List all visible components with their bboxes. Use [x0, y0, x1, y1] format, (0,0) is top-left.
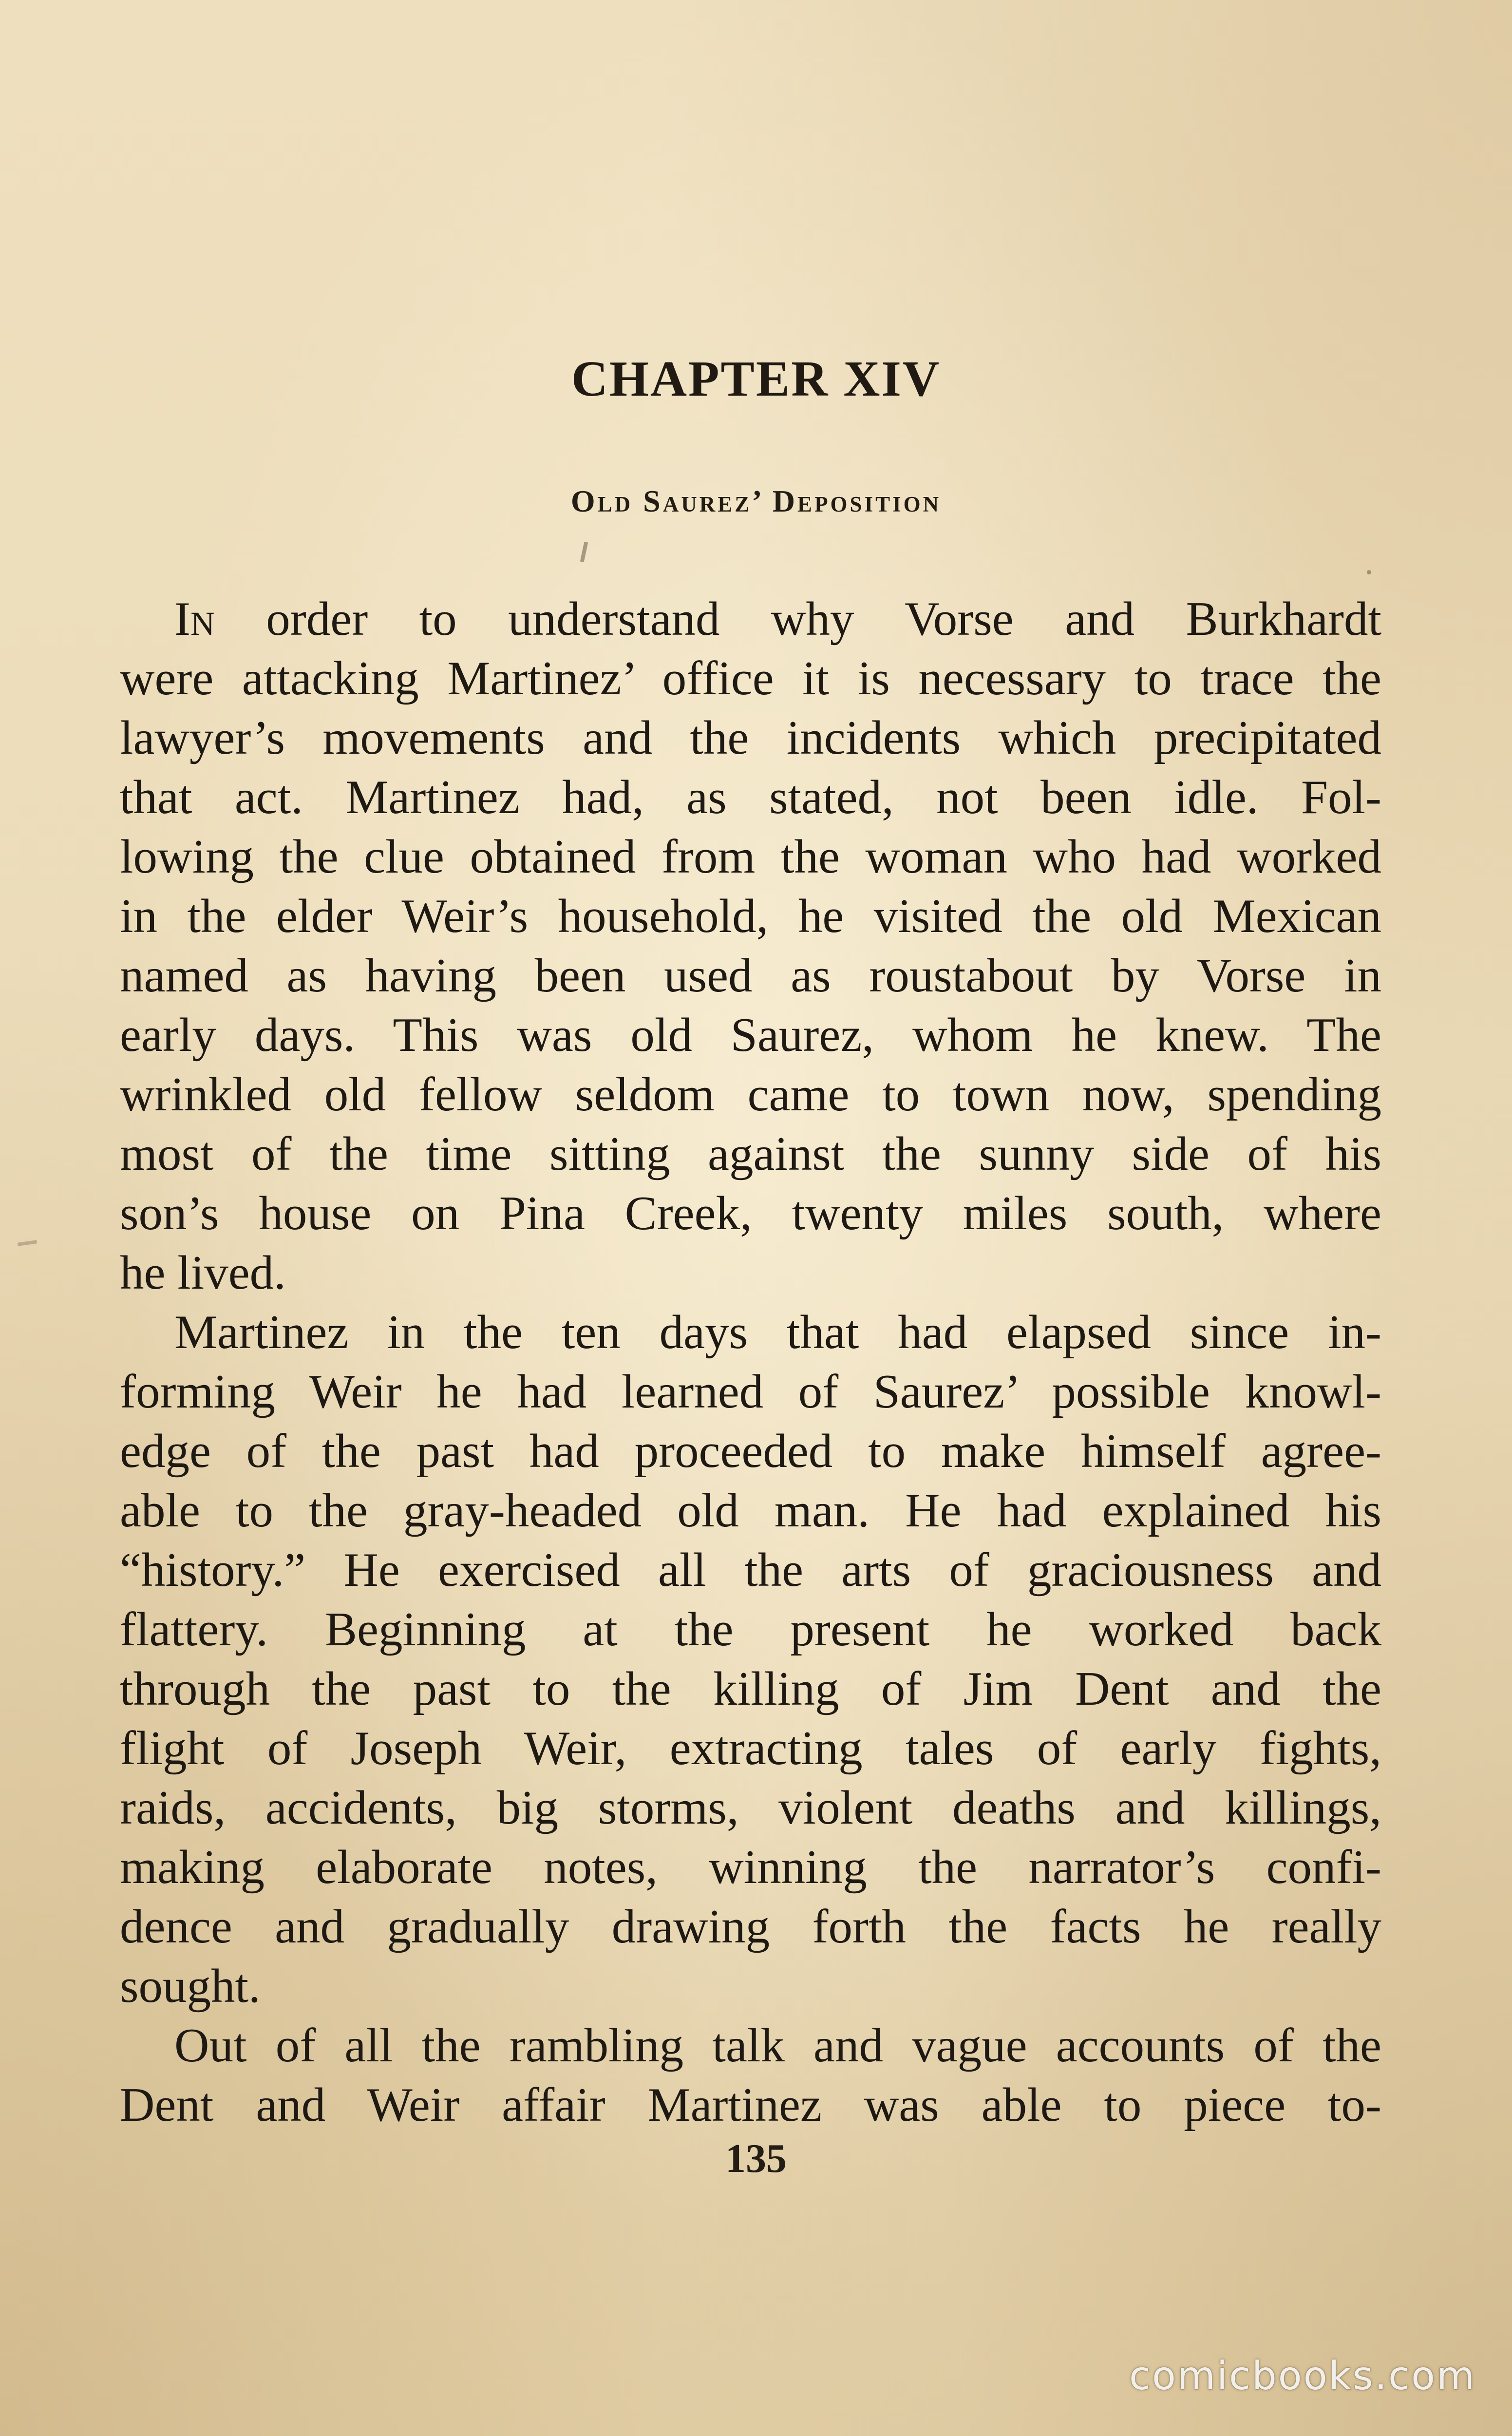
chapter-title: CHAPTER XIV: [571, 351, 941, 407]
text-line: he lived.: [120, 1246, 286, 1299]
text-line: Out of all the rambling talk and vague accounts of the: [174, 2019, 1381, 2072]
text-line: early days. This was old Saurez, whom he knew. The: [120, 1009, 1381, 1062]
text-line: that act. Martinez had, as stated, not been idle. Fol-: [120, 771, 1381, 824]
ink-fleck: [1367, 570, 1371, 574]
text-line: able to the gray-headed old man. He had explained his: [120, 1484, 1381, 1537]
text-line: lawyer’s movements and the incidents which precipitated: [120, 711, 1381, 764]
text-line: named as having been used as roustabout by Vorse in: [120, 949, 1381, 1002]
text-line: edge of the past had proceeded to make himself agree-: [120, 1425, 1381, 1478]
ink-fleck: [580, 542, 588, 563]
text-line: sought.: [120, 1960, 261, 2013]
line-text: order to understand why Vorse and Burkhardt: [266, 592, 1382, 646]
text-line: son’s house on Pina Creek, twenty miles south, where: [120, 1187, 1381, 1240]
page-number: 135: [725, 2136, 787, 2181]
text-line: flight of Joseph Weir, extracting tales of early fights,: [120, 1722, 1381, 1775]
opening-word: In: [174, 592, 215, 646]
ink-fleck: [18, 1240, 38, 1246]
text-line: forming Weir he had learned of Saurez’ possible knowl-: [120, 1365, 1381, 1418]
text-line: Martinez in the ten days that had elapsed since in-: [174, 1306, 1381, 1359]
text-line: flattery. Beginning at the present he worked back: [120, 1603, 1381, 1656]
text-line: wrinkled old fellow seldom came to town now, spending: [120, 1068, 1381, 1121]
text-line: most of the time sitting against the sunny side of his: [120, 1127, 1381, 1180]
text-line: were attacking Martinez’ office it is necessary to trace the: [120, 652, 1381, 705]
chapter-subtitle: Old Saurez’ Deposition: [570, 484, 942, 518]
text-line: “history.” He exercised all the arts of graciousness and: [120, 1543, 1381, 1597]
text-line: raids, accidents, big storms, violent deaths and killings,: [120, 1781, 1381, 1834]
text-line: making elaborate notes, winning the narrator’s confi-: [120, 1841, 1381, 1894]
text-line: in the elder Weir’s household, he visited the old Mexican: [120, 890, 1381, 943]
text-line: through the past to the killing of Jim Dent and the: [120, 1662, 1381, 1715]
text-line: [120, 590, 1381, 649]
text-line: lowing the clue obtained from the woman who had worked: [120, 830, 1381, 883]
site-watermark: comicbooks.com: [1129, 2353, 1476, 2398]
chapter-body: [120, 590, 1381, 2135]
text-line: dence and gradually drawing forth the facts he really: [120, 1900, 1381, 1953]
text-line: Dent and Weir affair Martinez was able to piece to-: [120, 2078, 1381, 2132]
